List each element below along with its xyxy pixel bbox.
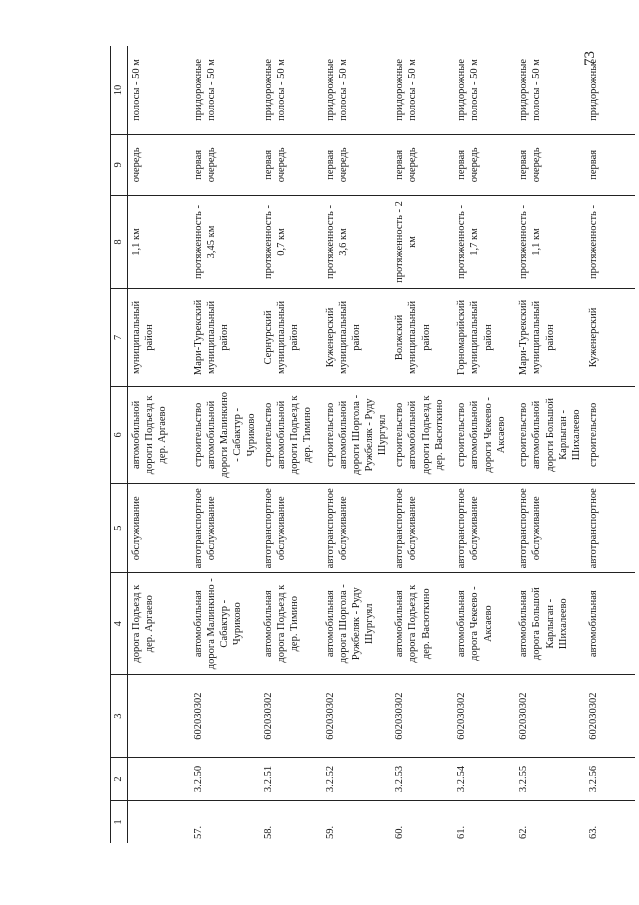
stage: первая очередь — [260, 134, 322, 195]
work-description: строительство автомобильной дороги Подъезд к дер. Тимино — [260, 386, 322, 483]
row-number: 57. — [193, 825, 204, 839]
location: муниципальный район — [128, 289, 191, 386]
object-name: автомобильная — [585, 573, 635, 675]
work-description: строительство автомобильной дороги Шоргола - Ружбеляк - Руду Шургуял — [322, 386, 392, 483]
characteristics: протяженность - — [585, 195, 635, 288]
object-name: дорога Подъезд к дер. Аргаево — [128, 573, 191, 675]
table-row — [391, 46, 453, 843]
work-description: строительство автомобильной дороги Подъезд к дер. Васюткино — [391, 386, 453, 483]
protection-zone: придорожные — [585, 46, 635, 134]
page-number: 73 — [582, 51, 598, 66]
location: Сернурский муниципальный район — [260, 289, 322, 386]
work-description: автомобильной дороги Подъезд к дер. Аргаево — [128, 386, 191, 483]
column-number: 5 — [111, 484, 128, 573]
column-number: 6 — [111, 386, 128, 483]
stage: первая — [585, 134, 635, 195]
item-code: 3.2.55 — [515, 758, 585, 801]
location: Куженерский — [585, 289, 635, 386]
classifier-code: 602030302 — [585, 674, 635, 757]
item-code: 3.2.51 — [260, 758, 322, 801]
table-row — [190, 46, 260, 843]
object-name: автомобильная дорога Большой Карлыган - Шихалеево — [515, 573, 585, 675]
protection-zone: придорожные полосы - 50 м — [391, 46, 453, 134]
characteristics: протяженность - 3,6 км — [322, 195, 392, 288]
classifier-code: 602030302 — [322, 674, 392, 757]
row-number: 63. — [587, 825, 599, 839]
stage: очередь — [128, 134, 191, 195]
work-description: строительство автомобильной дороги Чекеево - Аксаево — [453, 386, 515, 483]
row-number: 62. — [518, 825, 530, 839]
road-construction-table — [110, 46, 635, 843]
protection-zone: придорожные полосы - 50 м — [260, 46, 322, 134]
table-row — [260, 46, 322, 843]
rotated-table-sheet — [110, 46, 599, 843]
location: Мари-Турекский муниципальный район — [515, 289, 585, 386]
column-number-header — [111, 46, 128, 843]
characteristics: протяженность - 2 км — [391, 195, 453, 288]
column-number: 3 — [111, 674, 128, 757]
protection-zone: придорожные полосы - 50 м — [190, 46, 260, 134]
stage: первая очередь — [190, 134, 260, 195]
item-code: 3.2.52 — [322, 758, 392, 801]
column-number: 7 — [111, 289, 128, 386]
column-number: 10 — [111, 46, 128, 134]
classifier-code: 602030302 — [453, 674, 515, 757]
characteristics: протяженность - 1,1 км — [515, 195, 585, 288]
object-name: автомобильная дорога Шоргола - Ружбеляк - Руду Шургуял — [322, 573, 392, 675]
classifier-code: 602030302 — [515, 674, 585, 757]
characteristics: 1,1 км — [128, 195, 191, 288]
protection-zone: полосы - 50 м — [128, 46, 191, 134]
stage: первая очередь — [453, 134, 515, 195]
protection-zone: придорожные полосы - 50 м — [322, 46, 392, 134]
purpose: автотранспортное — [585, 484, 635, 573]
column-number: 2 — [111, 758, 128, 801]
row-number: 58. — [262, 825, 274, 839]
object-name: автомобильная дорога Подъезд к дер. Тимино — [260, 573, 322, 675]
characteristics: протяженность - 1,7 км — [453, 195, 515, 288]
stage: первая очередь — [391, 134, 453, 195]
item-code — [128, 758, 191, 801]
column-number: 8 — [111, 195, 128, 288]
row-number — [128, 800, 191, 843]
object-name: автомобильная дорога Малинкино - Сабактур - Чуриково — [190, 573, 260, 675]
table-row — [453, 46, 515, 843]
location: Волжский муниципальный район — [391, 289, 453, 386]
purpose: автотранспортное обслуживание — [190, 484, 260, 573]
row-number: 59. — [324, 825, 336, 839]
location: Куженерский муниципальный район — [322, 289, 392, 386]
item-code: 3.2.50 — [190, 758, 260, 801]
item-code: 3.2.56 — [585, 758, 635, 801]
item-code: 3.2.53 — [391, 758, 453, 801]
table-row — [585, 46, 635, 843]
row-number: 61. — [456, 825, 468, 839]
classifier-code: 602030302 — [190, 674, 260, 757]
object-name: автомобильная дорога Чекеево - Аксаево — [453, 573, 515, 675]
work-description: строительство автомобильной дороги Большой Карлыган - Шихалеево — [515, 386, 585, 483]
work-description: строительство автомобильной дороги Малинкино - Сабактур - Чуриково — [190, 386, 260, 483]
protection-zone: придорожные полосы - 50 м — [453, 46, 515, 134]
column-number: 1 — [111, 800, 128, 843]
purpose: автотранспортное обслуживание — [453, 484, 515, 573]
protection-zone: придорожные полосы - 50 м — [515, 46, 585, 134]
stage: первая очередь — [515, 134, 585, 195]
location: Горномарийский муниципальный район — [453, 289, 515, 386]
table-row — [128, 46, 191, 843]
classifier-code — [128, 674, 191, 757]
purpose: автотранспортное обслуживание — [260, 484, 322, 573]
object-name: автомобильная дорога Подъезд к дер. Васюткино — [391, 573, 453, 675]
item-code: 3.2.54 — [453, 758, 515, 801]
column-number: 9 — [111, 134, 128, 195]
row-number: 60. — [394, 825, 406, 839]
classifier-code: 602030302 — [260, 674, 322, 757]
classifier-code: 602030302 — [391, 674, 453, 757]
purpose: автотранспортное обслуживание — [391, 484, 453, 573]
characteristics: протяженность - 3,45 км — [190, 195, 260, 288]
purpose: автотранспортное обслуживание — [322, 484, 392, 573]
table-row — [515, 46, 585, 843]
work-description: строительство — [585, 386, 635, 483]
stage: первая очередь — [322, 134, 392, 195]
purpose: обслуживание — [128, 484, 191, 573]
purpose: автотранспортное обслуживание — [515, 484, 585, 573]
characteristics: протяженность - 0,7 км — [260, 195, 322, 288]
column-number: 4 — [111, 573, 128, 675]
location: Мари-Турекский муниципальный район — [190, 289, 260, 386]
table-row — [322, 46, 392, 843]
